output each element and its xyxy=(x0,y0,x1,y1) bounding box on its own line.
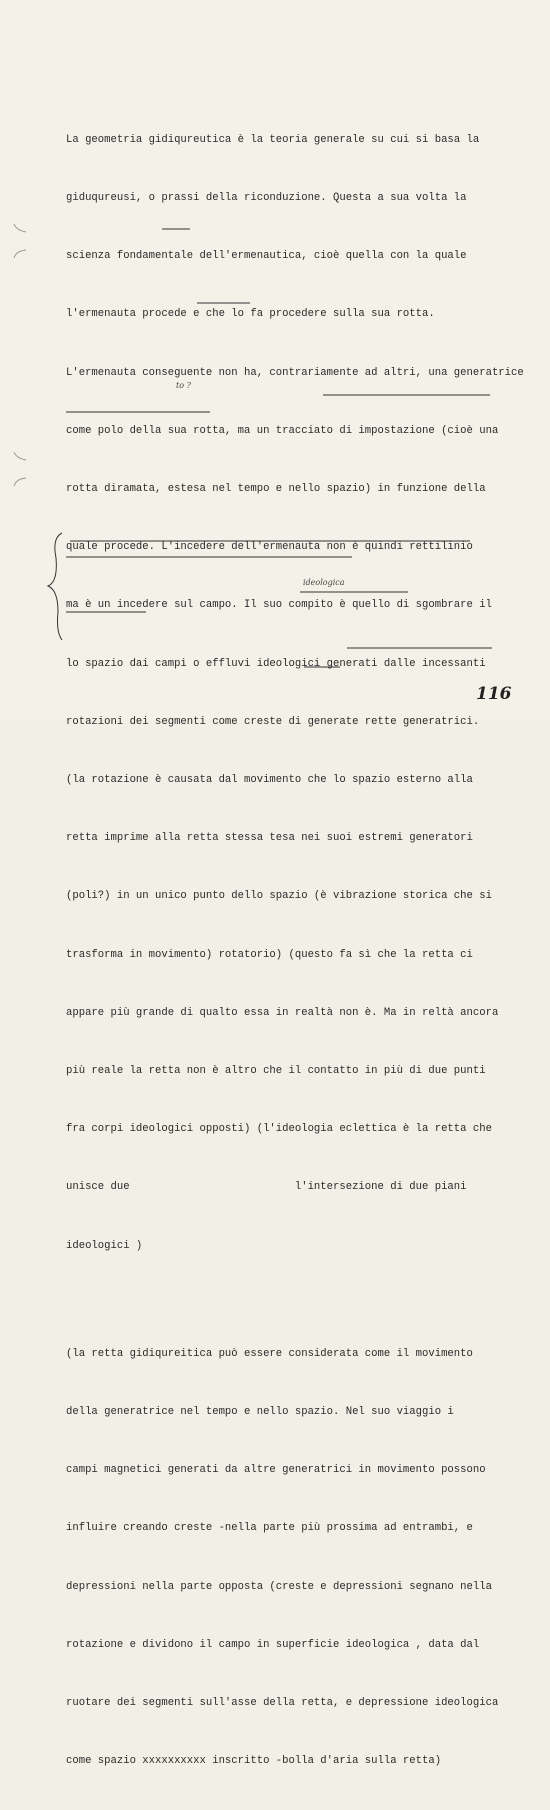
text-line: rotta diramata, estesa nel tempo e nello spazio) in funzione della xyxy=(66,483,486,496)
text-line: rotazione e dividono il campo in superficie ideologica , data dal xyxy=(66,1638,480,1651)
text-line: rotazioni dei segmenti come creste di generate rette generatrici. xyxy=(66,715,480,728)
text-line: L'ermenauta conseguente non ha, contrariamente ad altri, una generatrice xyxy=(66,366,524,379)
handwritten-note-ideologica: ideologica xyxy=(303,578,345,587)
text-line: ideologici ) xyxy=(66,1239,143,1252)
text-line: come polo della sua rotta, ma un tracciato di impostazione (cioè una xyxy=(66,424,499,437)
text-line: trasforma in movimento) rotatorio) (questo fa sì che la retta ci xyxy=(66,948,473,961)
text-line: depressioni nella parte opposta (creste e depressioni segnano nella xyxy=(66,1580,492,1593)
text-line: La geometria gidiqureutica è la teoria generale su cui si basa la xyxy=(66,133,480,146)
text-line: lo spazio dai campi o effluvi ideologici generati dalle incessanti xyxy=(66,657,486,670)
handwritten-note-tempo: to ? xyxy=(176,381,191,390)
text-line: (poli?) in un unico punto dello spazio (è vibrazione storica che si xyxy=(66,890,492,903)
text-line: campi magnetici generati da altre generatrici in movimento possono xyxy=(66,1464,486,1477)
text-line: ruotare dei segmenti sull'asse della retta, e depressione ideologica xyxy=(66,1696,499,1709)
text-line: quale procede. L'incedere dell'ermenauta non è quindi rettilinio xyxy=(66,541,473,554)
text-line: appare più grande di qualto essa in realtà non è. Ma in reltà ancora xyxy=(66,1006,499,1019)
text-line: l'ermenauta procede e che lo fa procedere sulla sua rotta. xyxy=(66,308,435,321)
text-line: (la retta gidiqureitica può essere considerata come il movimento xyxy=(66,1347,473,1360)
text-line: retta imprime alla retta stessa tesa nei suoi estremi generatori xyxy=(66,832,473,845)
text-line: della generatrice nel tempo e nello spazio. Nel suo viaggio i xyxy=(66,1405,454,1418)
text-line: (la rotazione è causata dal movimento che lo spazio esterno alla xyxy=(66,774,473,787)
text-line: fra corpi ideologici opposti) (l'ideologia eclettica è la retta che xyxy=(66,1123,492,1136)
text-line: giduqureusi, o prassi della riconduzione. Questa a sua volta la xyxy=(66,192,467,205)
text-line: più reale la retta non è altro che il contatto in più di due punti xyxy=(66,1065,486,1078)
text-line: scienza fondamentale dell'ermenautica, cioè quella con la quale xyxy=(66,250,467,263)
text-line: ma è un incedere sul campo. Il suo compito è quello di sgombrare il xyxy=(66,599,492,612)
handwritten-markings xyxy=(0,0,550,720)
page-number: 116 xyxy=(476,684,512,704)
text-line: come spazio xxxxxxxxxx inscritto -bolla d'aria sulla retta) xyxy=(66,1755,442,1768)
text-line: unisce due l'intersezione di due piani xyxy=(66,1181,467,1194)
text-line: influire creando creste -nella parte più prossima ad entrambi, e xyxy=(66,1522,473,1535)
